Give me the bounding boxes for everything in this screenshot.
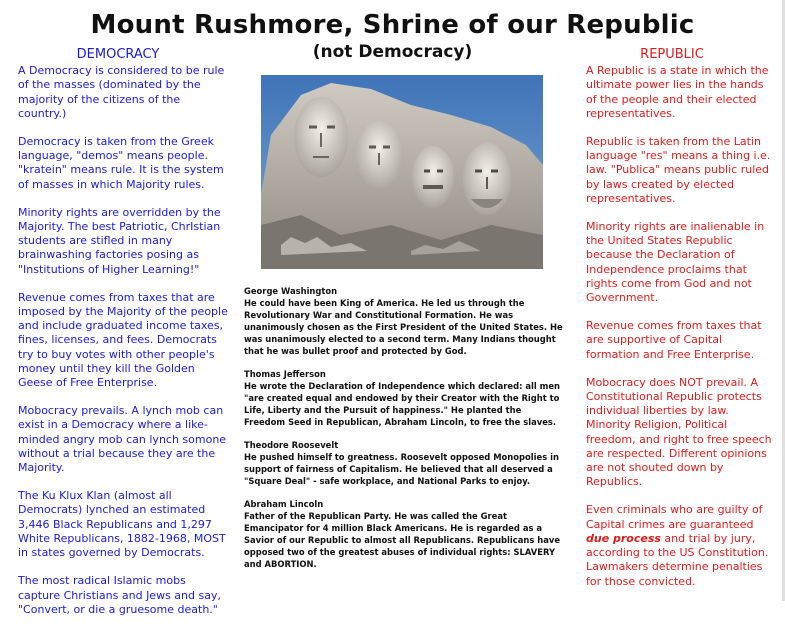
republic-text: Even criminals who are guilty of Capital crimes are guaranteed (586, 503, 763, 531)
presidents-section (244, 285, 564, 581)
president-name: Abraham Lincoln (244, 499, 324, 509)
president-bio (244, 498, 564, 570)
democracy-paragraph: Revenue comes from taxes that are imposed by the Majority of the people and include graduated income taxes, fines, licenses, and fees. Democrats try to buy votes with other people's money until they kill the Golden Geese of Free Enterprise. (18, 290, 228, 390)
page-title: Mount Rushmore, Shrine of our Republic (90, 10, 695, 40)
president-description: He pushed himself to greatness. Roosevelt opposed Monopolies in support of fairness of Capitalism. He believed that all deserved a "Square Deal" - safe workplace, and National Parks to enjoy. (244, 452, 559, 486)
republic-column (586, 48, 772, 603)
president-description: Father of the Republican Party. He was called the Great Emancipator for 4 million Black Americans. He is regarded as a Savior of our Republic to almost all Republicans. Republicans have opposed two of the greatest abuses of individual rights: SLAVERY and ABORTION. (244, 511, 561, 569)
democracy-paragraph: The most radical Islamic mobs capture Christians and Jews and say, "Convert, or die a gruesome death." (18, 574, 221, 616)
republic-paragraph: Mobocracy does NOT prevail. A Constitutional Republic protects individual liberties by law. Minority Religion, Political freedom, and right to free speech are respected. Different opinions are not shouted down by Republics. (586, 375, 772, 489)
page-subtitle: (not Democracy) (312, 42, 473, 62)
republic-heading: REPUBLIC (640, 47, 704, 62)
republic-text: and trial by jury, according to the US Constitution. Lawmakers determine penalties for those convicted. (586, 531, 769, 588)
president-name: George Washington (244, 286, 338, 296)
republic-paragraph (586, 503, 772, 588)
president-description: He could have been King of America. He led us through the Revolutionary War and Constitutional Formation. He was unanimously chosen as the First President of the United States. He was unanimously elected to a second term. Many Indians thought that he was bullet proof and protected by God. (244, 298, 563, 356)
democracy-heading: DEMOCRACY (76, 47, 160, 62)
president-bio (244, 285, 564, 357)
mount-rushmore-photo (261, 75, 543, 269)
democracy-paragraph: Mobocracy prevails. A lynch mob can exist in a Democracy where a like-minded angry mob can lynch somone without a trial because they are the Majority. (18, 404, 227, 475)
republic-paragraph: Minority rights are inalienable in the United States Republic because the Declaration of Independence proclaims that rights come from God and not Government. (586, 220, 765, 305)
democracy-paragraph: Minority rights are overridden by the Majority. The best Patriotic, ChrIstian students are stifled in many brainwashing factories posing as "Institutions of Higher Learning!" (18, 205, 221, 276)
democracy-paragraph: A Democracy is considered to be rule of the masses (dominated by the majority of the citizens of the country.) (18, 64, 225, 120)
president-bio (244, 439, 564, 487)
democracy-paragraph: The Ku Klux Klan (almost all Democrats) lynched an estimated 3,446 Black Republicans and 1,297 White Republicans, 1882-1968, MOST in states governed by Democrats. (18, 489, 226, 560)
president-bio (244, 368, 564, 428)
president-name: Theodore Roosevelt (244, 440, 339, 450)
democracy-paragraph: Democracy is taken from the Greek language, "demos" means people. "kratein" means rule. It is the system of masses in which Majority rules. (18, 135, 224, 191)
republic-paragraph: Revenue comes from taxes that are supportive of Capital formation and Free Enterprise. (586, 319, 762, 361)
republic-paragraph: A Republic is a state in which the ultimate power lies in the hands of the people and their elected representatives. (586, 64, 769, 120)
democracy-column (18, 48, 230, 631)
due-process-emphasis: due process (586, 531, 661, 545)
president-description: He wrote the Declaration of Independence which declared: all men "are created equal and endowed by their Creator with the Right to Life, Liberty and the Pursuit of happiness." He planted the Freedom Seed in Republican, Abraham Lincoln, to free the slaves. (244, 381, 561, 427)
president-name: Thomas Jefferson (244, 369, 326, 379)
republic-paragraph: Republic is taken from the Latin language "res" means a thing i.e. law. "Publica" means public ruled by laws created by elected representatives. (586, 135, 771, 205)
